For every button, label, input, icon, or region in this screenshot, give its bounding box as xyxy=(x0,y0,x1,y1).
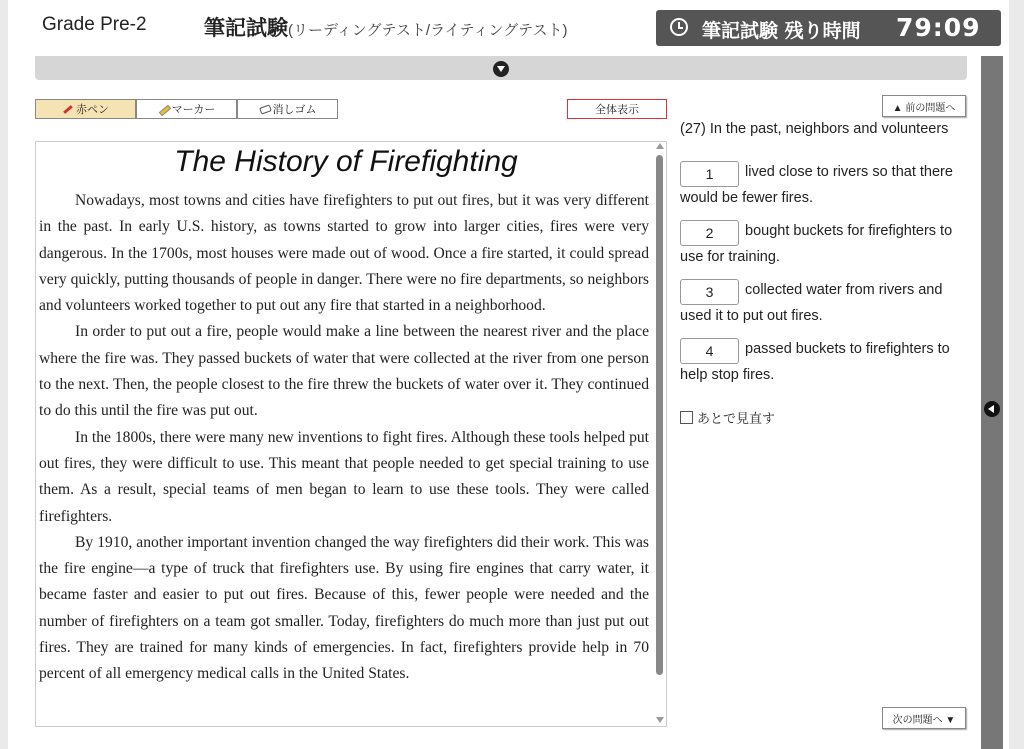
test-title xyxy=(204,12,568,42)
marker-icon xyxy=(158,103,170,115)
choice-4[interactable] xyxy=(680,338,970,386)
red-pen-button[interactable] xyxy=(35,99,136,119)
red-pen-label: 赤ペン xyxy=(76,104,109,116)
passage-paragraph: In order to put out a fire, people would make a line between the nearest river and the place where the fire was. They passed buckets of water that were collected at the river from one person to the next. Then, the people closest to the fire threw the buckets of water over it. They continued to do this until the fire was put out. xyxy=(39,323,649,420)
checkbox-icon[interactable] xyxy=(680,411,693,424)
choice-text: lived close to rivers so that there would be fewer fires. xyxy=(680,164,953,206)
expand-left-icon[interactable] xyxy=(984,401,1000,417)
choice-2[interactable] xyxy=(680,220,970,268)
pen-icon xyxy=(62,103,74,115)
test-subtitle: (リーディングテスト/ライティングテスト) xyxy=(288,22,568,39)
exam-frame xyxy=(8,0,1009,749)
timer xyxy=(656,10,1001,46)
passage-paragraph: By 1910, another important invention changed the way firefighters did their work. This was the fire engine—a type of truck that firefighters use. By using fire engines that carry water, it became faster and easier to put out fires. Because of this, fewer people were needed and the number of firefighters on a team got smaller. Today, firefighters do much more than just put out fires. They are trained for many kinds of emergencies. In fact, firefighters provide help in 70 percent of all emergency medical calls in the United States. xyxy=(39,533,649,683)
clock-icon xyxy=(670,18,688,36)
next-question-button[interactable]: 次の問題へ ▼ xyxy=(882,707,966,729)
choice-text: collected water from rivers and used it to put out fires. xyxy=(680,282,943,324)
passage-panel[interactable] xyxy=(35,141,667,727)
choice-3[interactable] xyxy=(680,279,970,327)
collapse-down-icon[interactable] xyxy=(493,61,509,77)
marker-label: マーカー xyxy=(171,104,216,116)
timer-label: 筆記試験 残り時間 xyxy=(702,20,861,42)
marker-button[interactable] xyxy=(136,99,237,119)
right-rail xyxy=(981,56,1003,749)
collapse-bar xyxy=(35,56,967,80)
eraser-icon xyxy=(259,103,271,115)
prev-question-button[interactable]: ▲ 前の問題へ xyxy=(882,95,966,117)
eraser-label: 消しゴム xyxy=(272,104,317,116)
passage-scrollbar[interactable] xyxy=(655,143,665,725)
eraser-button[interactable] xyxy=(237,99,338,119)
review-later-checkbox[interactable] xyxy=(680,408,775,427)
scroll-thumb[interactable] xyxy=(656,155,663,675)
grade-label: Grade Pre-2 xyxy=(42,14,147,35)
passage-body xyxy=(39,188,649,688)
full-view-button[interactable]: 全体表示 xyxy=(567,99,667,119)
choice-number-button[interactable]: 3 xyxy=(680,279,739,305)
choice-number-button[interactable]: 4 xyxy=(680,338,739,364)
header xyxy=(8,0,1009,55)
timer-value: 79:09 xyxy=(896,13,981,42)
scroll-up-icon[interactable] xyxy=(656,143,664,149)
question-stem: (27) In the past, neighbors and volunteers xyxy=(680,121,949,137)
choice-1[interactable] xyxy=(680,161,970,209)
passage-paragraph: Nowadays, most towns and cities have firefighters to put out fires, but it was very different in the past. In early U.S. history, as towns started to grow into larger cities, fires were very dangerous. In the 1700s, most houses were made out of wood. Once a fire started, it could spread very quickly, putting thousands of people in danger. There were no fire departments, so neighbors and volunteers worked together to put out any fire that started in a neighborhood. xyxy=(39,192,649,315)
review-later-label: あとで見直す xyxy=(697,411,776,426)
choice-text: bought buckets for firefighters to use for training. xyxy=(680,223,953,265)
choice-number-button[interactable]: 1 xyxy=(680,161,739,187)
choice-text: passed buckets to firefighters to help stop fires. xyxy=(680,341,950,383)
choice-number-button[interactable]: 2 xyxy=(680,220,739,246)
scroll-down-icon[interactable] xyxy=(656,717,664,723)
test-title-main: 筆記試験 xyxy=(204,17,288,40)
passage-paragraph: In the 1800s, there were many new inventions to fight fires. Although these tools helped put out fires, they were difficult to use. This meant that people needed to get special training to use them. As a result, special teams of men began to learn to use these tools. They were called firefighters. xyxy=(39,428,649,525)
passage-title: The History of Firefighting xyxy=(174,145,518,178)
